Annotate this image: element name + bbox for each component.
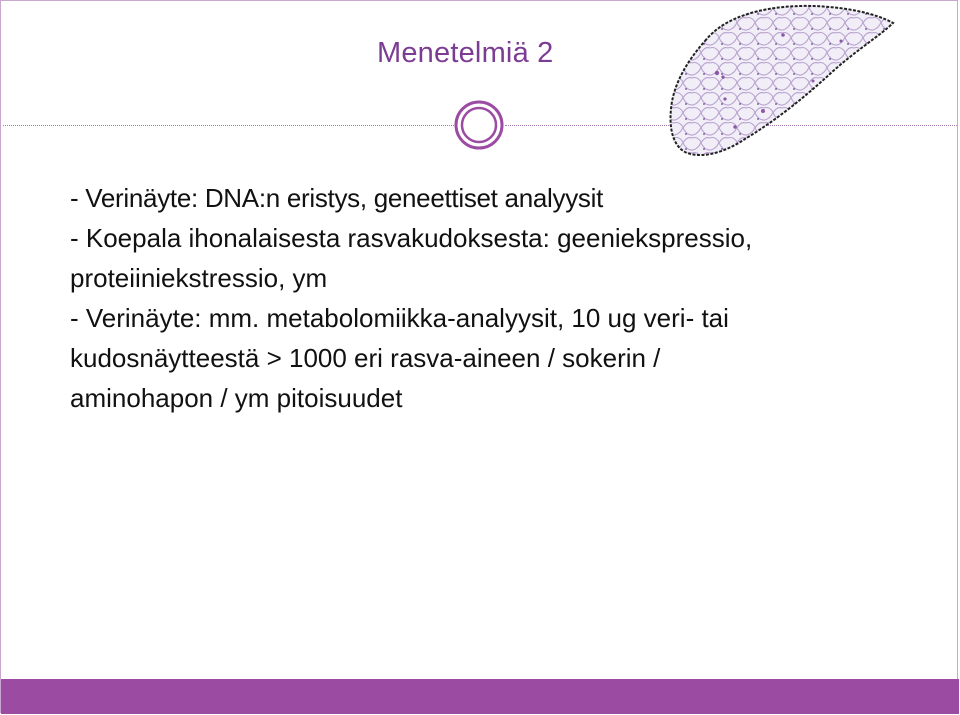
ring-icon (453, 99, 505, 151)
content-text (70, 178, 950, 418)
content-line: - Koepala ihonalaisesta rasvakudoksesta: geeniekspressio, (70, 223, 753, 253)
content-line: - Verinäyte: mm. metabolomiikka-analyysit, 10 ug veri- tai (70, 303, 729, 333)
footer-bar (1, 679, 959, 714)
title-divider-left (3, 125, 454, 126)
content-line: proteiiniekstressio, ym (70, 263, 328, 293)
content-line: aminohapon / ym pitoisuudet (70, 383, 403, 413)
content-line: kudosnäytteestä > 1000 eri rasva-aineen / sokerin / (70, 343, 661, 373)
slide-title: Menetelmiä 2 (377, 37, 554, 69)
adipose-tissue-liver-image (665, 1, 897, 163)
content-line: - Verinäyte: DNA:n eristys, geneettiset analyysit (70, 183, 603, 213)
